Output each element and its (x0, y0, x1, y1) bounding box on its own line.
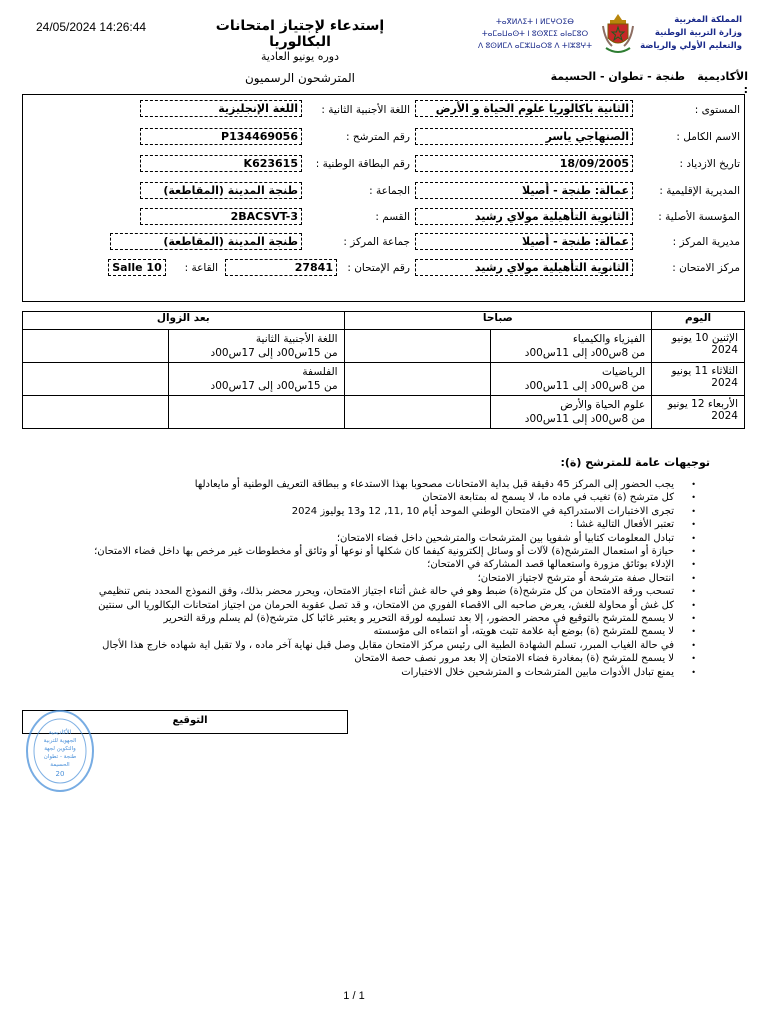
candidate-number-label: رقم المترشح : (345, 131, 410, 143)
center-directorate-value: عمالة: طنجة - أصيلا (415, 233, 633, 250)
academy-stamp (24, 708, 96, 794)
ministry-name-arabic: المملكة المغربية وزارة التربية الوطنية والتعليم الأولي والرياضة (640, 15, 742, 51)
foreign-language-value: اللغة الإنجليزية (140, 100, 302, 117)
level-value: الثانية باكالوريا علوم الحياة و الأرض (415, 100, 633, 117)
subject-time: من 8س00د إلى 11س00د (524, 347, 646, 359)
center-commune-value: طنجة المدينة (المقاطعة) (110, 233, 302, 250)
table-row (23, 363, 745, 396)
origin-school-label: المؤسسة الأصلية : (658, 211, 740, 223)
list-item: • تعتبر الأفعال التالية غشا : (40, 518, 688, 531)
exam-number-label: رقم الإمتحان : (347, 262, 410, 274)
subject-name: علوم الحياة والأرض (560, 399, 646, 411)
exam-center-value: الثانوية التأهيلية مولاي رشيد (415, 259, 633, 276)
signature-label: التوقيع (172, 715, 208, 726)
national-id-label: رقم البطاقة الوطنية : (315, 158, 410, 170)
day-cell: الأربعاء 12 يونيو 2024 (652, 396, 745, 429)
list-item: • تجرى الاختبارات الاستدراكية في الامتحان الوطني الموحد أيام 10 ,11, 12 و13 يوليوز 2024 (40, 505, 688, 518)
list-item: • في حالة الغياب المبرر، تسلم الشهادة الطبية الى رئيس مركز الامتحان مقابل وصل قبل نهاية آخر ماده ، ولا تقبل اية شهاده خارج هذا الأجال (40, 639, 688, 652)
subject-time: من 8س00د إلى 11س00د (524, 380, 646, 392)
morning-cell (344, 396, 652, 429)
stamp-line: طنجة - تطوان (43, 754, 77, 760)
subject-name: اللغة الأجنبية الثانية (255, 333, 338, 345)
stamp-line: الحسيمة (50, 762, 70, 768)
subject-name: الرياضيات (601, 366, 646, 378)
list-item: • يجب الحضور إلى المركز 45 دقيقة قبل بداية الامتحانات مصحوبا بهذا الاستدعاء و ببطاقة التعريف الوطنية أو مايعادلها (40, 478, 688, 491)
afternoon-cell (23, 363, 345, 396)
center-directorate-label: مديرية المركز : (672, 236, 740, 248)
stamp-line: 20 (55, 770, 65, 778)
commune-label: الجماعة : (369, 185, 410, 197)
morning-cell (344, 363, 652, 396)
afternoon-cell (23, 330, 345, 363)
academy-value: طنجة - تطوان - الحسيمة (550, 70, 685, 83)
list-item: • حيازة أو استعمال المترشح(ة) لآلات أو وسائل إلكترونية كيفما كان شكلها أو نوعها أو وثائق أو مخطوطات غير مرخص بها داخل فضاء الامتحان؛ (40, 545, 688, 558)
list-item: • تبادل المعلومات كتابيا أو شفويا بين المترشحات والمترشحين داخل فضاء الامتحان؛ (40, 532, 688, 545)
exam-center-label: مركز الامتحان : (672, 262, 740, 274)
birthdate-value: 18/09/2005 (415, 155, 633, 172)
table-row (23, 330, 745, 363)
directorate-value: عمالة: طنجة - أصيلا (415, 182, 633, 199)
header-day: اليوم (652, 312, 745, 330)
day-cell: الإثنين 10 يونيو 2024 (652, 330, 745, 363)
list-item: • تسحب ورقة الامتحان من كل مترشح(ة) ضبط وهو في حالة غش أثناء اجتياز الامتحان، ويحرر محضر بذلك، وفق النموذج المحدد بنص تنظيمي (40, 585, 688, 598)
origin-school-value: الثانوية التأهيلية مولاي رشيد (415, 208, 633, 225)
center-commune-label: جماعة المركز : (343, 236, 410, 248)
list-item: • كل مترشح (ة) تغيب في ماده ما، لا يسمح له بمتابعة الامتحان (40, 491, 688, 504)
level-label: المستوى : (694, 104, 740, 116)
stamp-line: الجهوية للتربية (43, 738, 77, 744)
stamp-line: الأكاديمية (48, 729, 72, 736)
day-cell: الثلاثاء 11 يونيو 2024 (652, 363, 745, 396)
subject-name: الفلسفة (302, 366, 338, 378)
section-label: القسم : (375, 211, 410, 223)
exam-schedule-table (22, 311, 745, 429)
print-datetime: 24/05/2024 14:26:44 (36, 20, 147, 34)
fullname-value: الصنهاجي ياسر (415, 128, 633, 145)
national-id-value: K623615 (140, 155, 302, 172)
page-number: 1 / 1 (343, 990, 365, 1002)
list-item: • لا يسمح للمترشح (ة) بوضع أية علامة تثبت هويته، أو انتماءه الى مؤسسته (40, 625, 688, 638)
directorate-label: المديرية الإقليمية : (659, 185, 740, 197)
list-item: • لا يسمح للمترشح بالتوقيع في محضر الحضور، إلا بعد تسليمه لورقة التحرير و يعتبر غائبا كل مترشح(ة) لم يسلم ورقة التحرير (40, 612, 688, 625)
list-item: • كل غش أو محاولة للغش، يعرض صاحبه الى الاقصاء الفوري من الامتحان، و قد تصل عقوبة الحرمان من اجتياز امتحانات البكالوريا الى سنتين (40, 599, 688, 612)
commune-value: طنجة المدينة (المقاطعة) (140, 182, 302, 199)
document-title: إستدعاء لإجتياز امتحانات البكالوريا (215, 18, 385, 50)
exam-number-value: 27841 (225, 259, 337, 276)
stamp-line: والتكوين لجهة (44, 746, 76, 752)
subject-time: من 8س00د إلى 11س00د (524, 413, 646, 425)
list-item: • لا يسمح للمترشح (ة) بمغادرة فضاء الامتحان إلا بعد مرور نصف حصة الامتحان (40, 652, 688, 665)
afternoon-cell (23, 396, 345, 429)
ministry-name-tifinagh: ⵜⴰⴳⵍⴷⵉⵜ ⵏ ⵍⵎⵖⵔⵉⴱ ⵜⴰⵎⴰⵡⴰⵙⵜ ⵏ ⵓⵙⴳⵎⵉ ⴰⵏⴰⵎⵓⵔ ⴷ ⵓⵙⵍⵎⴷ ⴰⵎⵣⵡⴰⵔⵓ ⴷ ⵜⵏⵣⵓⵖⵜ (478, 17, 592, 50)
subject-name: الفيزياء والكيمياء (572, 333, 646, 345)
section-value: 2BACSVT-3 (140, 208, 302, 225)
candidate-number-value: P134469056 (140, 128, 302, 145)
header-afternoon: بعد الزوال (23, 312, 345, 330)
session-name: دوره يونيو العادية (260, 50, 339, 63)
candidate-type: المترشحون الرسميون (244, 71, 356, 85)
subject-time: من 15س00د إلى 17س00د (210, 347, 338, 359)
instructions-title: توجيهات عامة للمترشح (ة): (560, 456, 710, 469)
table-header-row (23, 312, 745, 330)
header-morning: صباحا (344, 312, 652, 330)
instructions-list (40, 478, 688, 679)
list-item: • يمنع تبادل الأدوات مابين المترشحات و المترشحين خلال الاختبارات (40, 666, 688, 679)
subject-time: من 15س00د إلى 17س00د (210, 380, 338, 392)
foreign-language-label: اللغة الأجنبية الثانية : (321, 104, 410, 116)
list-item: • الإدلاء بوثائق مزورة واستعمالها قصد المشاركة في الامتحان؛ (40, 558, 688, 571)
birthdate-label: تاريخ الازدياد : (679, 158, 740, 170)
room-label: القاعة : (184, 262, 218, 274)
list-item: • انتحال صفة مترشحة أو مترشح لاجتياز الامتحان؛ (40, 572, 688, 585)
academy-label: الأكاديمية : (697, 70, 748, 96)
table-row (23, 396, 745, 429)
room-value: Salle 10 (108, 259, 166, 276)
morning-cell (344, 330, 652, 363)
fullname-label: الاسم الكامل : (676, 131, 740, 143)
